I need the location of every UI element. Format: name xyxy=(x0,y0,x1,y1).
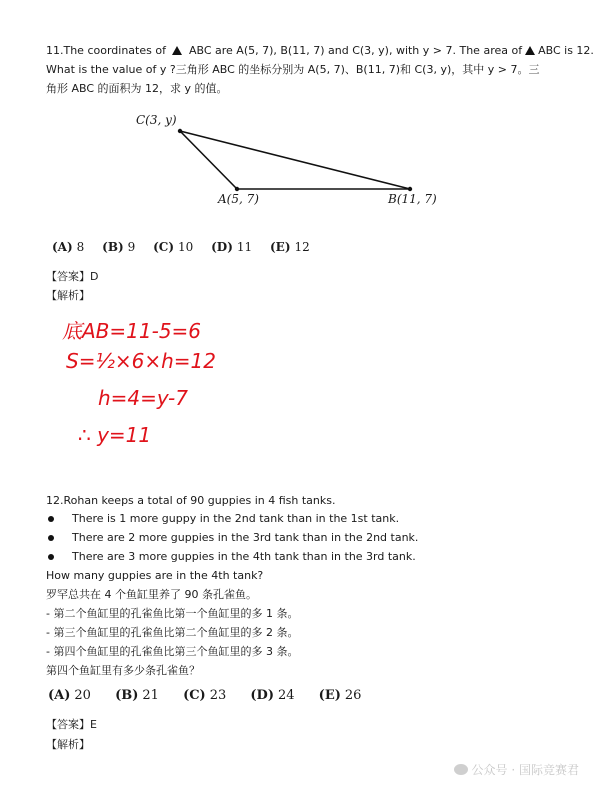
segment-cb xyxy=(180,131,410,189)
point-c xyxy=(178,129,182,133)
bullet-icon xyxy=(48,554,54,560)
triangle-icon xyxy=(172,46,182,55)
q12-choice-a: (A) 20 xyxy=(48,688,91,703)
q12-bullet-3: There are 3 more guppies in the 4th tank than in the 3rd tank. xyxy=(72,550,416,563)
point-a xyxy=(235,187,239,191)
q12-choice-b: (B) 21 xyxy=(115,688,159,703)
label-a: A(5, 7) xyxy=(218,192,259,206)
handwritten-line-4: ∴ y=11 xyxy=(78,423,152,447)
bullet-icon xyxy=(48,535,54,541)
q12-answer: 【答案】E xyxy=(46,718,97,731)
q11-choice-e: (E) 12 xyxy=(270,240,310,254)
q11-line1: 11.The coordinates of ABC are A(5, 7), B(11, 7) and C(3, y), with y > 7. The area of ABC is 12. xyxy=(46,44,594,57)
q12-bullet-1: There is 1 more guppy in the 2nd tank than in the 1st tank. xyxy=(72,512,400,525)
triangle-icon xyxy=(525,46,535,55)
q12-stem: 12.Rohan keeps a total of 90 guppies in 4 fish tanks. xyxy=(46,494,336,507)
q12-cn-4: - 第四个鱼缸里的孔雀鱼比第三个鱼缸里的多 3 条。 xyxy=(46,645,299,658)
handwritten-line-2: S=½×6×h=12 xyxy=(66,349,216,373)
q12-question: How many guppies are in the 4th tank? xyxy=(46,569,264,582)
handwritten-line-3: h=4=y-7 xyxy=(98,386,188,410)
q11-choices xyxy=(52,240,324,254)
q11-answer: 【答案】D xyxy=(46,270,99,283)
q12-choice-c: (C) 23 xyxy=(183,688,227,703)
label-c: C(3, y) xyxy=(136,113,177,127)
q11-choice-c: (C) 10 xyxy=(153,240,194,254)
q12-cn-3: - 第三个鱼缸里的孔雀鱼比第二个鱼缸里的多 2 条。 xyxy=(46,626,299,639)
bullet-icon xyxy=(48,516,54,522)
segment-ca xyxy=(180,131,237,189)
q12-cn-5: 第四个鱼缸里有多少条孔雀鱼？ xyxy=(46,664,200,677)
wechat-icon xyxy=(454,764,468,775)
q12-cn-1: 罗罕总共在 4 个鱼缸里养了 90 条孔雀鱼。 xyxy=(46,588,257,601)
q12-choice-e: (E) 26 xyxy=(318,688,362,703)
watermark: 公众号 · 国际竞赛君 xyxy=(454,761,579,778)
q12-choices xyxy=(48,688,375,703)
q11-choice-a: (A) 8 xyxy=(52,240,85,254)
label-b: B(11, 7) xyxy=(388,192,437,206)
q11-line2: What is the value of y ?三角形 ABC 的坐标分别为 A(5, 7)、B(11, 7)和 C(3, y)，其中 y > 7。三 xyxy=(46,63,540,76)
q12-analysis-label: 【解析】 xyxy=(46,738,90,751)
q12-choice-d: (D) 24 xyxy=(250,688,295,703)
q12-bullet-2: There are 2 more guppies in the 3rd tank than in the 2nd tank. xyxy=(72,531,419,544)
q11-choice-b: (B) 9 xyxy=(102,240,136,254)
handwritten-line-1: 底AB=11-5=6 xyxy=(62,319,202,343)
q11-line3: 角形 ABC 的面积为 12，求 y 的值。 xyxy=(46,82,228,95)
point-b xyxy=(408,187,412,191)
q12-cn-2: - 第二个鱼缸里的孔雀鱼比第一个鱼缸里的多 1 条。 xyxy=(46,607,299,620)
q11-choice-d: (D) 11 xyxy=(211,240,253,254)
q11-analysis-label: 【解析】 xyxy=(46,289,90,302)
